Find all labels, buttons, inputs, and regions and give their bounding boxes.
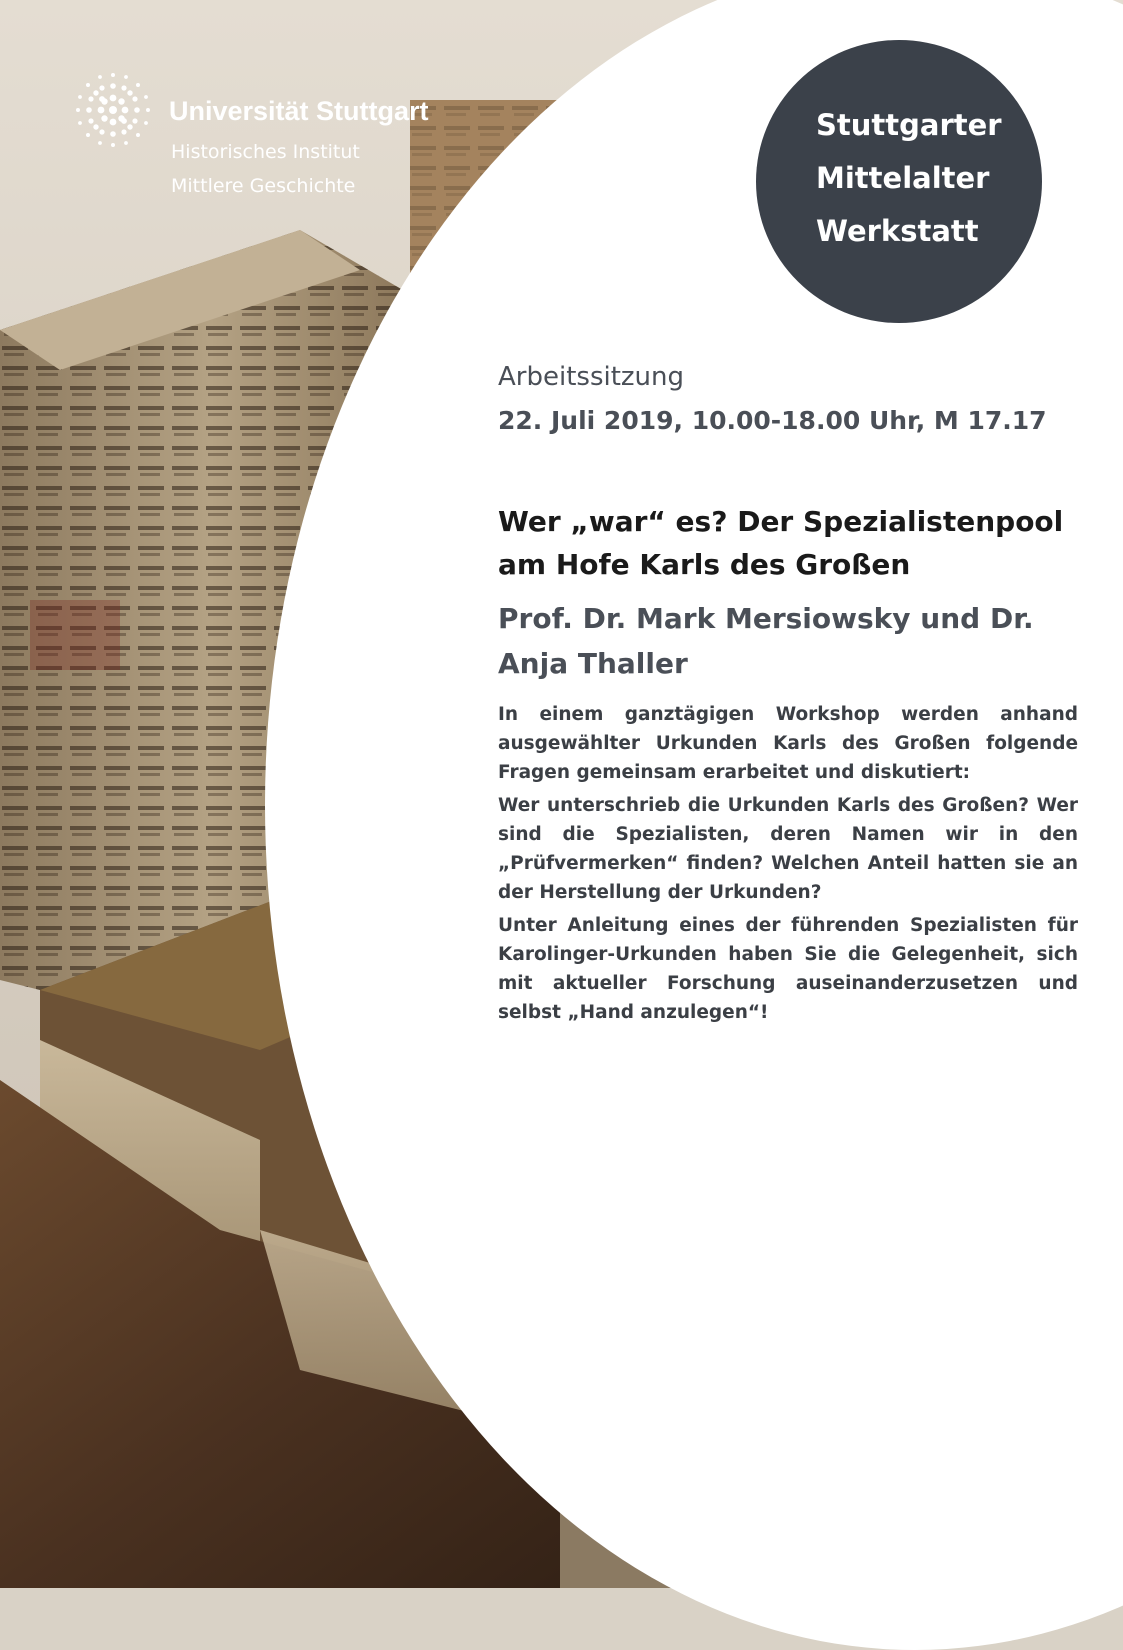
speakers: Prof. Dr. Mark Mersiowsky und Dr. Anja Thaller — [498, 602, 1034, 680]
session-date-time-room: 22. Juli 2019, 10.00-18.00 Uhr, M 17.17 — [498, 406, 1047, 435]
series-badge — [756, 40, 1042, 323]
institute-name: Historisches Institut — [171, 141, 360, 163]
badge-line-1: Stuttgarter — [816, 108, 1002, 142]
department-name: Mittlere Geschichte — [171, 175, 356, 197]
badge-line-3: Werkstatt — [816, 214, 979, 248]
talk-title: Wer „war“ es? Der Spezialistenpool am Hofe Karls des Großen — [498, 505, 1064, 581]
event-content — [498, 360, 1078, 1027]
badge-line-2: Mittelalter — [816, 161, 990, 195]
description-paragraph: Wer unterschrieb die Urkunden Karls des Großen? Wer sind die Spezialisten, deren Namen wir in den „Prüfvermerken“ finden? Welchen Anteil hatten sie an der Herstellung der Urkunden? — [498, 795, 1078, 903]
description-paragraph: In einem ganztägigen Workshop werden anhand ausgewählter Urkunden Karls des Großen folgende Fragen gemeinsam erarbeitet und diskutiert: — [498, 704, 1078, 783]
dotted-circle-logo-icon — [75, 72, 151, 148]
university-name: Universität Stuttgart — [169, 96, 429, 126]
description-paragraph: Unter Anleitung eines der führenden Spezialisten für Karolinger-Urkunden haben Sie die Gelegenheit, sich mit aktueller Forschung auseinanderzusetzen und selbst „Hand anzulegen“! — [498, 915, 1078, 1023]
session-type: Arbeitssitzung — [498, 362, 685, 392]
